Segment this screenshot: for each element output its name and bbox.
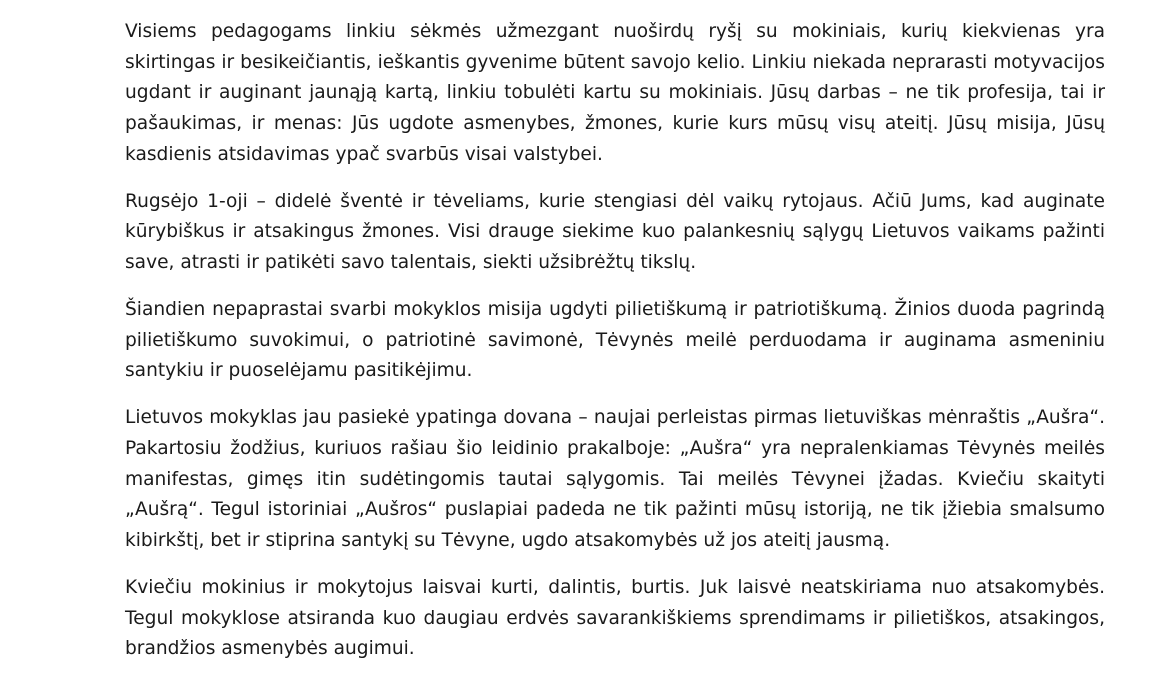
paragraph-5: Lietuvos mokyklas jau pasiekė ypatinga dovana – naujai perleistas pirmas lietuviškas mėnraštis „Aušra“. Pakartosiu žodžius, kuriuos rašiau šio leidinio prakalboje: „Aušra“ yra nepralenkiamas Tėvynės meilės manifestas, gimęs itin sudėtingomis tautai sąlygomis. Tai meilės Tėvynei įžadas. Kviečiu skaityti „Aušrą“. Tegul istoriniai „Aušros“ puslapiai padeda ne tik pažinti mūsų istoriją, ne tik įžiebia smalsumo kibirkštį, bet ir stiprina santykį su Tėvyne, ugdo atsakomybės už jos ateitį jausmą. [125,407,1105,551]
paragraph-6: Kviečiu mokinius ir mokytojus laisvai kurti, dalintis, burtis. Juk laisvė neatskiriama nuo atsakomybės. Tegul mokyklose atsiranda kuo daugiau erdvės savarankiškiems sprendimams ir pilietiškos, atsakingos, brandžios asmenybės augimui. [125,576,1105,660]
document-page [125,0,1105,681]
paragraph-1 [125,0,1105,1]
paragraph-2: Visiems pedagogams linkiu sėkmės užmezgant nuoširdų ryšį su mokiniais, kurių kiekvienas yra skirtingas ir besikeičiantis, ieškantis gyvenime būtent savojo kelio. Linkiu niekada neprarasti motyvacijos ugdant ir auginant jaunąją kartą, linkiu tobulėti kartu su mokiniais. Jūsų darbas – ne tik profesija, tai ir pašaukimas, ir menas: Jūs ugdote asmenybes, žmones, kurie kurs mūsų visų ateitį. Jūsų misija, Jūsų kasdienis atsidavimas ypač svarbūs visai valstybei. [125,20,1105,165]
paragraph-3: Rugsėjo 1-oji – didelė šventė ir tėveliams, kurie stengiasi dėl vaikų rytojaus. Ačiū Jums, kad auginate kūrybiškus ir atsakingus žmones. Visi drauge siekime kuo palankesnių sąlygų Lietuvos vaikams pažinti save, atrasti ir patikėti savo talentais, siekti užsibrėžtų tikslų. [125,190,1105,273]
paragraph-4: Šiandien nepaprastai svarbi mokyklos misija ugdyti pilietiškumą ir patriotiškumą. Žinios duoda pagrindą pilietiškumo suvokimui, o patriotinė savimonė, Tėvynės meilė perduodama ir auginama asmeniniu santykiu ir puoselėjamu pasitikėjimu. [125,298,1105,382]
